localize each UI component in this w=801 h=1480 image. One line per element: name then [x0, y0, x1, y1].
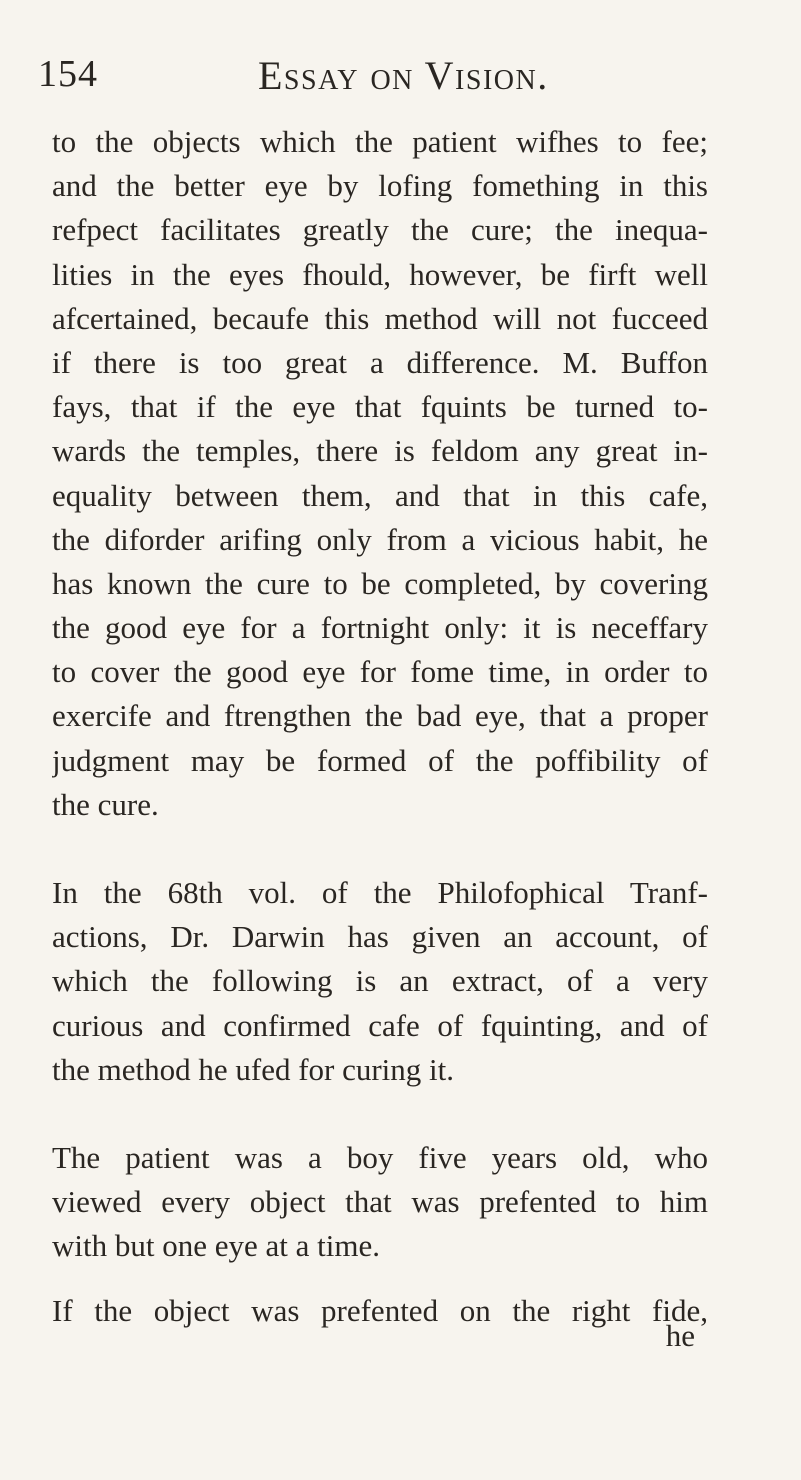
text-line: If the object was prefented on the right fide, — [52, 1292, 708, 1328]
text-line: if there is too great a difference. M. Buffon — [52, 344, 708, 380]
paragraph — [52, 1289, 708, 1333]
catchword: he — [665, 1318, 695, 1353]
text-line: fays, that if the eye that fquints be turned to- — [52, 389, 708, 425]
text-line: and the better eye by lofing fomething in this — [52, 168, 708, 204]
body-text — [52, 120, 708, 1333]
text-line: the method he ufed for curing it. — [52, 1051, 455, 1087]
text-line: lities in the eyes fhould, however, be firft well — [52, 256, 708, 292]
text-line: the good eye for a fortnight only: it is neceffary — [52, 610, 708, 646]
text-line: to the objects which the patient wifhes to fee; — [52, 124, 708, 159]
text-line: which the following is an extract, of a very — [52, 963, 708, 999]
running-title: Essay on Vision. — [258, 53, 549, 98]
text-line: has known the cure to be completed, by covering — [52, 565, 708, 601]
text-line: refpect facilitates greatly the cure; the inequa- — [52, 212, 708, 248]
text-line: with but one eye at a time. — [52, 1228, 380, 1264]
text-line: the cure. — [52, 786, 159, 822]
text-line: actions, Dr. Darwin has given an account, of — [52, 919, 708, 955]
text-line: the diforder arifing only from a vicious habit, he — [52, 521, 708, 557]
running-head — [38, 52, 738, 102]
paragraph-gap — [52, 827, 708, 871]
text-line: In the 68th vol. of the Philofophical Tranf- — [52, 875, 708, 910]
text-line: curious and confirmed cafe of fquinting, and of — [52, 1007, 708, 1043]
text-line: exercife and ftrengthen the bad eye, that a proper — [52, 698, 708, 734]
paragraph-gap — [52, 1269, 708, 1289]
page-number: 154 — [38, 53, 98, 95]
paragraph — [52, 120, 708, 827]
paragraph — [52, 871, 708, 1092]
text-line: wards the temples, there is feldom any great in- — [52, 433, 708, 469]
text-line: judgment may be formed of the poffibility of — [52, 742, 708, 778]
text-line: viewed every object that was prefented to him — [52, 1184, 708, 1220]
text-line: afcertained, becaufe this method will not fucceed — [52, 300, 708, 336]
paragraph — [52, 1136, 708, 1269]
paragraph-gap — [52, 1092, 708, 1136]
text-line: to cover the good eye for fome time, in order to — [52, 654, 708, 690]
text-line: The patient was a boy five years old, who — [52, 1139, 708, 1175]
text-line: equality between them, and that in this cafe, — [52, 477, 708, 513]
